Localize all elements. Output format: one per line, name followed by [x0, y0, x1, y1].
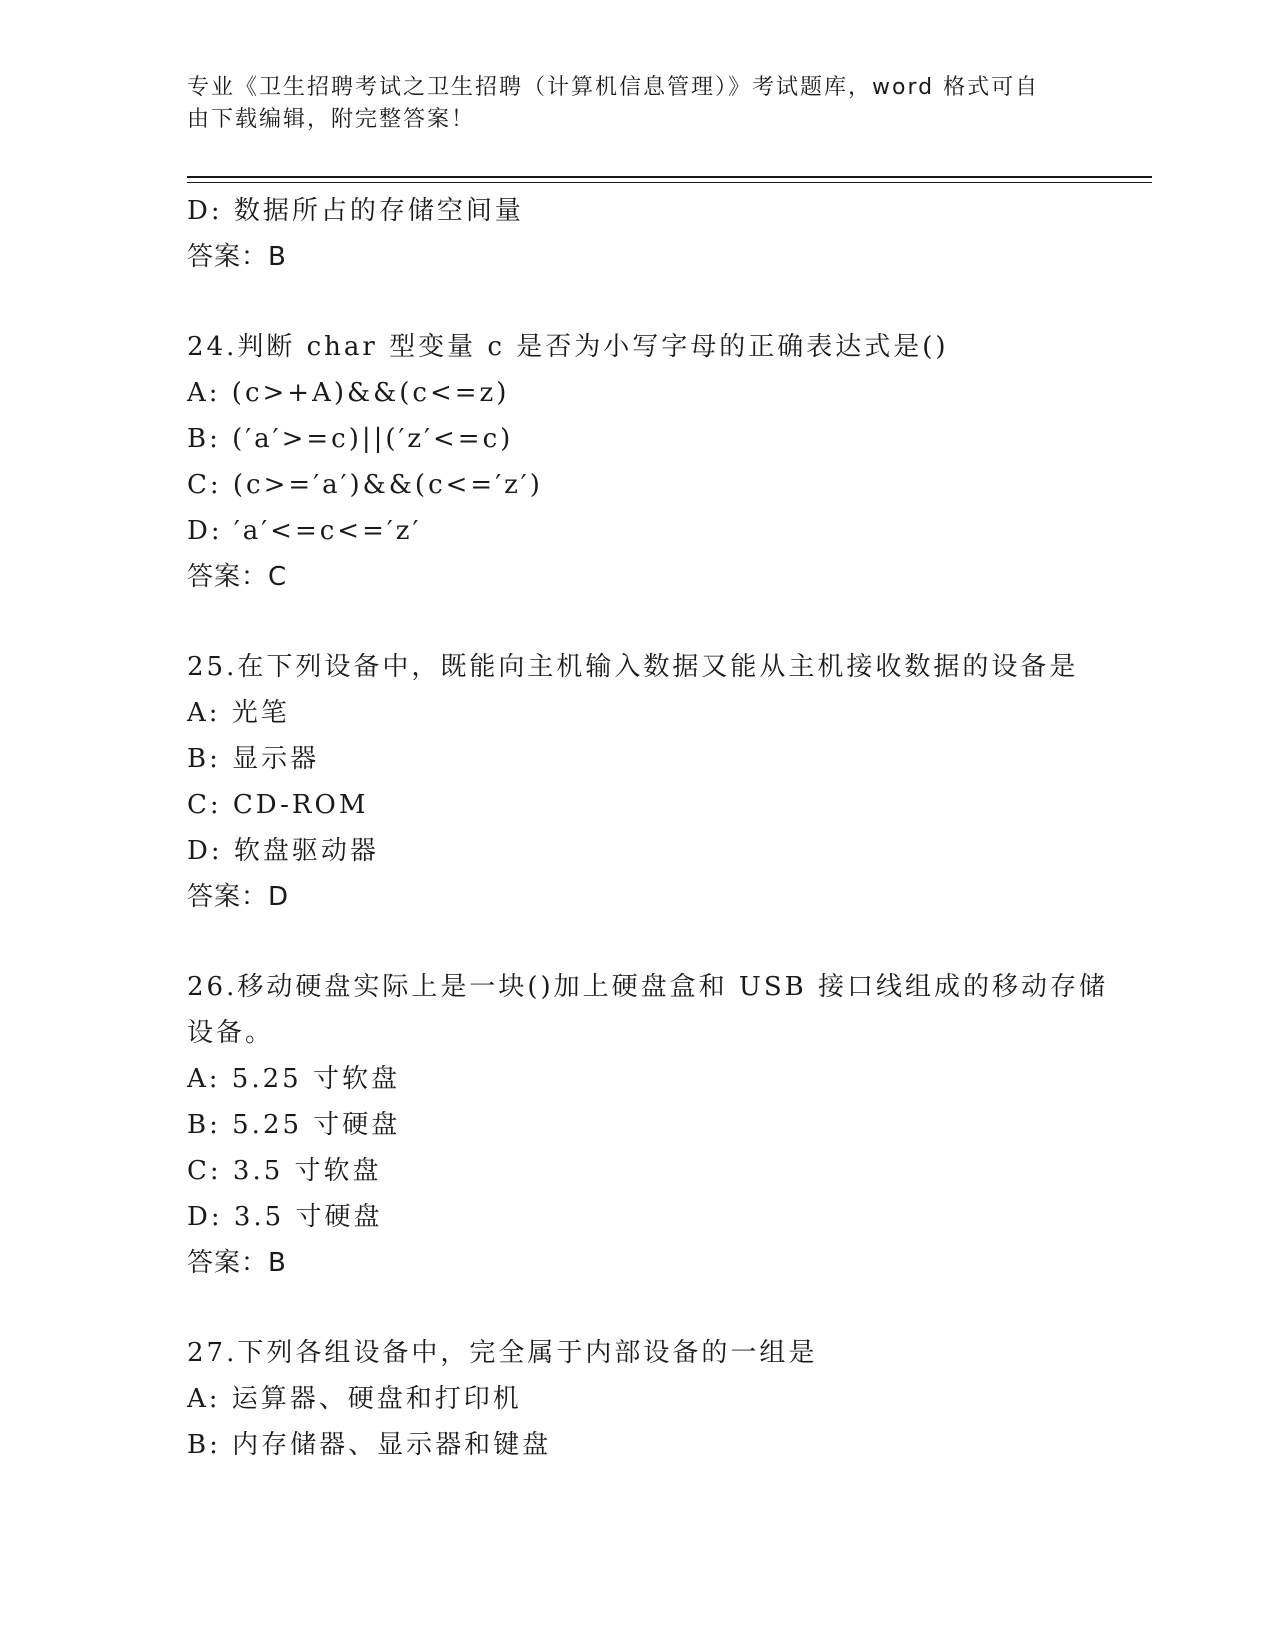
question-stem: 27.下列各组设备中，完全属于内部设备的一组是	[187, 1338, 818, 1368]
option-a: A: 5.25 寸软盘	[187, 1064, 400, 1094]
question-25	[187, 644, 1087, 920]
option-d: D: 软盘驱动器	[187, 836, 379, 866]
option-b: B: (′a′>=c)||(′z′<=c)	[187, 424, 514, 454]
header-line-1: 专业《卫生招聘考试之卫生招聘（计算机信息管理）》考试题库，word 格式可自	[187, 75, 1040, 100]
option-a: A: 运算器、硬盘和打印机	[187, 1384, 522, 1414]
document-header	[187, 72, 1067, 136]
header-divider-thick	[187, 176, 1152, 178]
option-d: D: 3.5 寸硬盘	[187, 1202, 383, 1232]
question-stem-line-2: 设备。	[187, 1018, 275, 1048]
header-divider-thin	[187, 182, 1152, 183]
option-a: A: (c>+A)&&(c<=z)	[187, 378, 510, 408]
option-d: D: 数据所占的存储空间量	[187, 196, 524, 226]
option-b: B: 内存储器、显示器和键盘	[187, 1430, 552, 1460]
question-24	[187, 324, 1087, 600]
header-line-2: 由下载编辑，附完整答案！	[187, 107, 476, 132]
question-26	[187, 964, 1108, 1286]
option-d: D: ′a′<=c<=′z′	[187, 516, 422, 546]
question-stem: 24.判断 char 型变量 c 是否为小写字母的正确表达式是()	[187, 332, 949, 362]
question-27	[187, 1330, 1087, 1468]
option-c: C: CD-ROM	[187, 790, 369, 820]
option-c: C: (c>=′a′)&&(c<=′z′)	[187, 470, 543, 500]
option-a: A: 光笔	[187, 698, 290, 728]
carryover-block	[187, 188, 1087, 280]
question-stem-line-1: 26.移动硬盘实际上是一块()加上硬盘盒和 USB 接口线组成的移动存储	[187, 972, 1108, 1002]
answer: 答案：B	[187, 1248, 287, 1278]
option-c: C: 3.5 寸软盘	[187, 1156, 382, 1186]
option-b: B: 5.25 寸硬盘	[187, 1110, 401, 1140]
answer: 答案：B	[187, 242, 287, 272]
question-stem: 25.在下列设备中，既能向主机输入数据又能从主机接收数据的设备是	[187, 652, 1079, 682]
answer: 答案：C	[187, 562, 288, 592]
option-b: B: 显示器	[187, 744, 320, 774]
answer: 答案：D	[187, 882, 290, 912]
question-list	[187, 188, 1108, 1468]
